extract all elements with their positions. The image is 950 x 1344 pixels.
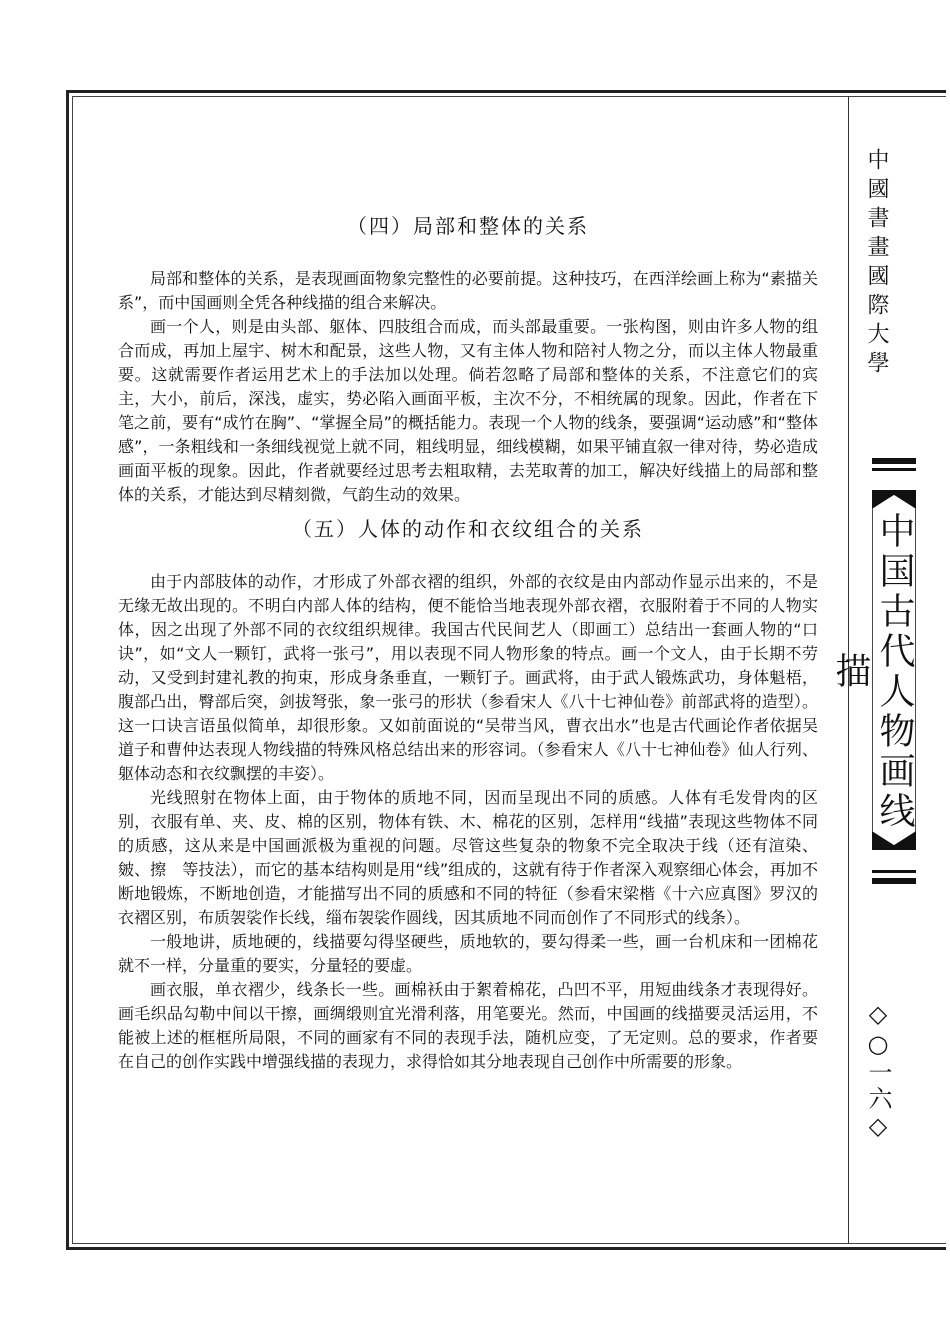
section-heading-4: （四）局部和整体的关系 — [347, 214, 589, 238]
book-title-plaque — [830, 490, 916, 850]
paragraph: 画一个人，则是由头部、躯体、四肢组合而成，而头部最重要。一张构图，则由许多人物的组合而成，再加上屋宇、树木和配景，这些人物，又有主体人物和陪衬人物之分，而以主体人物最重要。这就需要作者运用艺术上的手法加以处理。倘若忽略了局部和整体的关系，不注意它们的宾主，大小，前后，深浅，虚实，势必陷入画面平板，主次不分，不相统属的现象。因此，作者在下笔之前，要有“成竹在胸”、“掌握全局”的概括能力。表现一个人物的线条，要强调“运动感”和“整体感”，一条粗线和一条细线视觉上就不同，粗线明显，细线模糊，如果平铺直叙一律对待，势必造成画面平板的现象。因此，作者就要经过思考去粗取精，去芜取菁的加工，解决好线描上的局部和整体的关系，才能达到尽精刻微，气韵生动的效果。 — [118, 317, 818, 504]
paragraph: 局部和整体的关系，是表现画面物象完整性的必要前提。这种技巧，在西洋绘画上称为“素描关系”，而中国画则全凭各种线描的组合来解决。 — [118, 269, 818, 312]
title-band-bottom-1 — [872, 870, 916, 873]
title-band-bottom-2 — [872, 878, 916, 884]
paragraph: 由于内部肢体的动作，才形成了外部衣褶的组织，外部的衣纹是由内部动作显示出来的，不是无缘无故出现的。不明白内部人体的结构，便不能恰当地表现外部衣褶，衣服附着于不同的人物实体，因之出现了外部不同的衣纹组织规律。我国古代民间艺人（即画工）总结出一套画人物的“口诀”，如“文人一颗钉，武将一张弓”，用以表现不同人物形象的特点。画一个文人，由于长期不劳动，又受到封建礼教的拘束，形成身条垂直，一颗钉子。画武将，由于武人锻炼武功，身体魁梧，腹部凸出，臀部后突，剑拔弩张，象一张弓的形状（参看宋人《八十七神仙卷》前部武将的造型）。这一口诀言语虽似简单，却很形象。又如前面说的“吴带当风，曹衣出水”也是古代画论作者依据吴道子和曹仲达表现人物线描的特殊风格总结出来的形容词。（参看宋人《八十七神仙卷》仙人行列、躯体动态和衣纹飘摆的丰姿）。 — [118, 572, 818, 783]
paragraph: 一般地讲，质地硬的，线描要勾得坚硬些，质地软的，要勾得柔一些，画一台机床和一团棉花就不一样，分量重的要实，分量轻的要虚。 — [118, 932, 818, 975]
paragraph: 光线照射在物体上面，由于物体的质地不同，因而呈现出不同的质感。人体有毛发骨肉的区别，衣服有单、夹、皮、棉的区别，物体有铁、木、棉花的区别，怎样用“线描”表现这些物体不同的质感，这从来是中国画派极为重视的问题。尽管这些复杂的物象不完全取决于线（还有渲染、皴、擦 等技法），而它的基本结构则是用“线”组成的，这就有待于作者深入观察细心体会，再加不断地锻炼，不断地创造，才能描写出不同的质感和不同的特征（参看宋梁楷《十六应真图》罗汉的衣褶区别，布质袈裟作长线，缁布袈裟作圆线，因其质地不同而创作了不同形式的线条）。 — [118, 788, 818, 927]
book-title: 中国古代人物画线描 — [830, 512, 915, 832]
main-text — [118, 210, 818, 1074]
running-title: 中國書畫國際大學 — [864, 148, 889, 380]
title-band-top-1 — [872, 458, 916, 464]
section-heading-5: （五）人体的动作和衣纹组合的关系 — [292, 517, 644, 541]
page-number: ◇○一六◇ — [864, 1000, 892, 1142]
title-band-top-2 — [872, 468, 916, 471]
paragraph: 画衣服，单衣褶少，线条长一些。画棉袄由于絮着棉花，凸凹不平，用短曲线条才表现得好。画毛织品勾勒中间以干擦，画绸缎则宜光滑利落，用笔要光。然而，中国画的线描要灵活运用，不能被上述的框框所局限，不同的画家有不同的表现手法，随机应变，了无定则。总的要求，作者要在自己的创作实践中增强线描的表现力，求得恰如其分地表现自己创作中所需要的形象。 — [118, 980, 818, 1071]
